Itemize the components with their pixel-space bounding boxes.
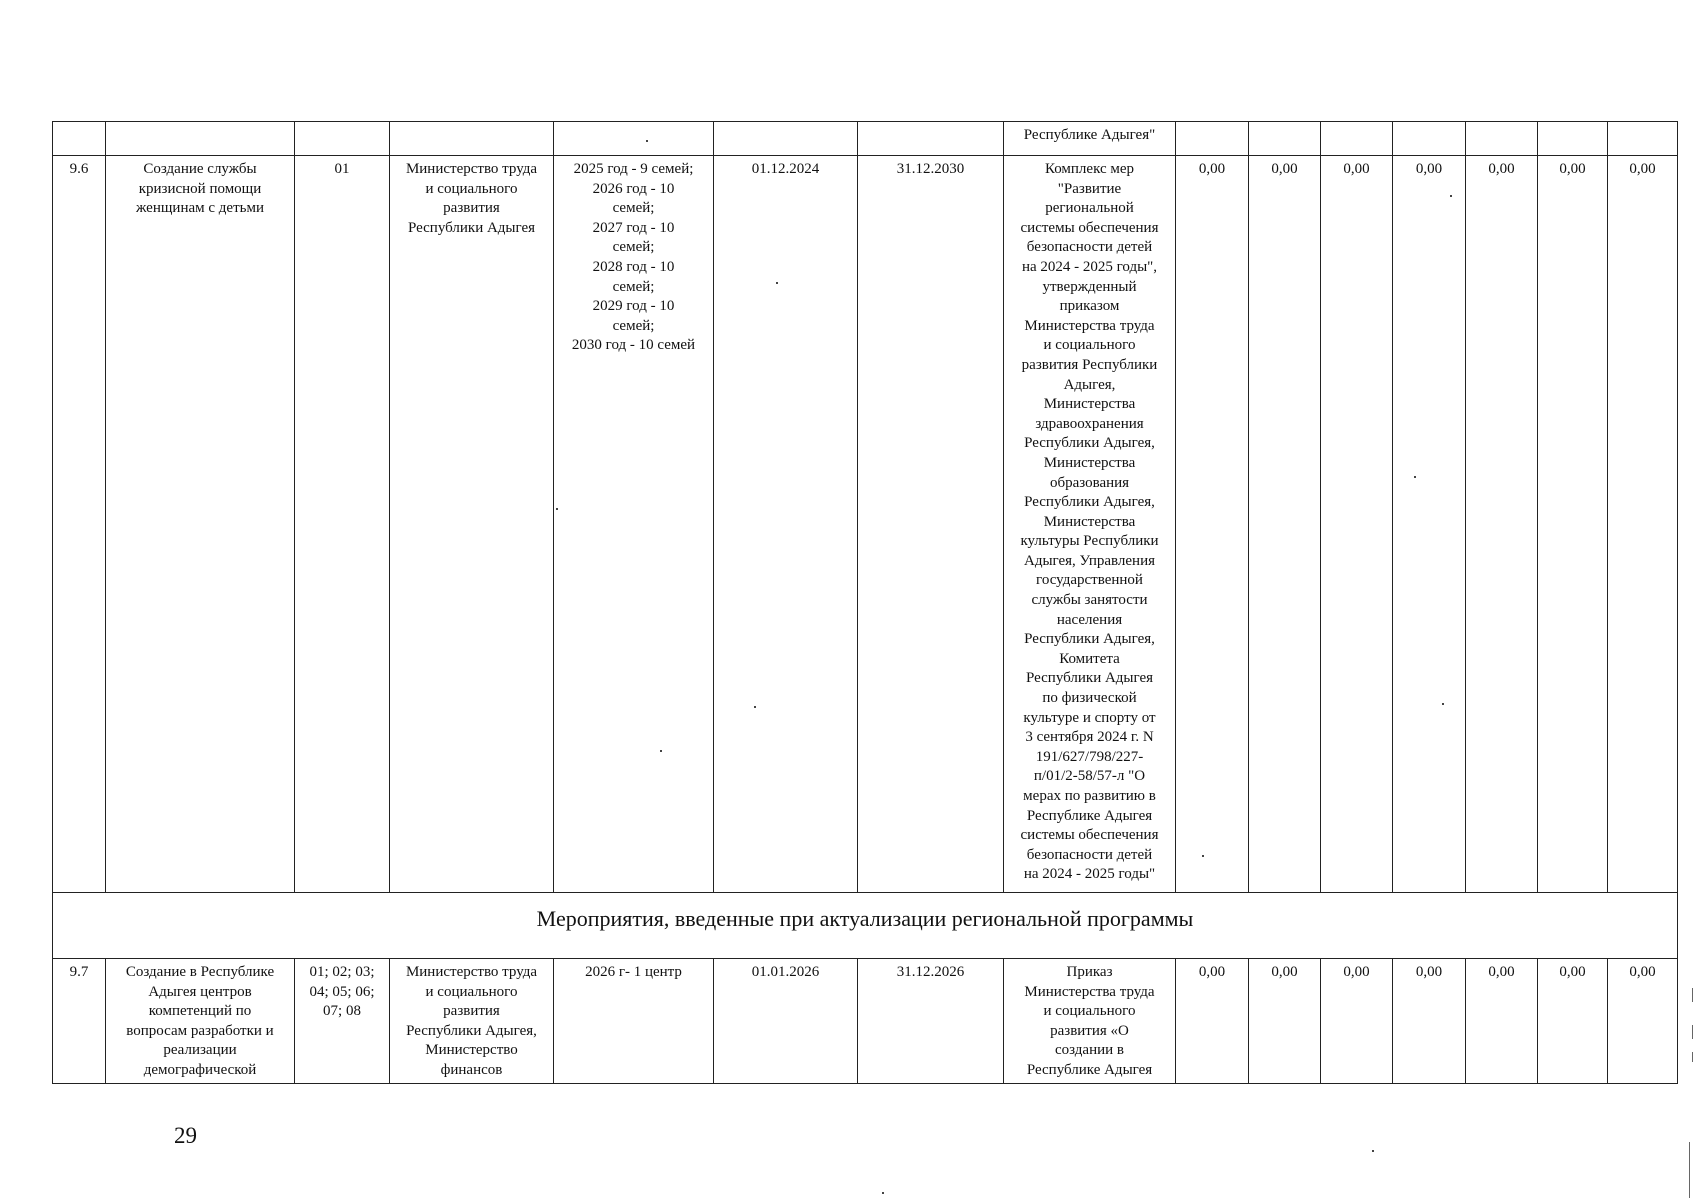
cell-end-date: 31.12.2026 xyxy=(858,959,1004,1084)
cell-value: 0,00 xyxy=(1466,156,1538,893)
cell-value: 0,00 xyxy=(1393,959,1466,1084)
cell-measure-name xyxy=(106,156,295,893)
cell-empty xyxy=(53,122,106,156)
cell-value: 0,00 xyxy=(1176,959,1249,1084)
cell-measure-name xyxy=(106,959,295,1084)
text-line: Комплекс мер xyxy=(1044,161,1135,177)
text-line: реализации xyxy=(163,1042,237,1059)
text-line: кризисной помощи xyxy=(138,180,262,197)
scan-speck xyxy=(1442,703,1444,705)
text-line: развития Республики xyxy=(1021,356,1158,373)
cell-empty xyxy=(1466,122,1538,156)
cell-value: 0,00 xyxy=(1249,156,1321,893)
cell-empty xyxy=(1176,122,1249,156)
cell-code xyxy=(295,959,390,1084)
cell-empty xyxy=(714,122,858,156)
cell-empty xyxy=(390,122,554,156)
text-line: культуре и спорту от xyxy=(1023,709,1156,726)
scan-speck xyxy=(646,140,648,142)
cell-value: 0,00 xyxy=(1538,156,1608,893)
scan-edge-mark xyxy=(1692,1025,1693,1039)
text-line: Адыгея центров xyxy=(148,983,252,1000)
cell-value: 0,00 xyxy=(1538,959,1608,1084)
cell-executor xyxy=(390,959,554,1084)
text-line: Министерство xyxy=(425,1042,518,1059)
scan-speck xyxy=(882,1192,884,1194)
cell-indicator xyxy=(554,156,714,893)
scan-speck xyxy=(754,706,756,708)
text-line: "Развитие xyxy=(1057,180,1122,197)
text-line: развития xyxy=(443,1003,500,1020)
text-line: 2028 год - 10 xyxy=(592,258,675,275)
text-line: 2026 год - 10 xyxy=(592,180,675,197)
text-line: Республики Адыгея, xyxy=(1024,494,1155,511)
text-line: здравоохранения xyxy=(1035,415,1144,432)
text-line: образования xyxy=(1049,474,1130,491)
cell-start-date: 01.01.2026 xyxy=(714,959,858,1084)
text-line: по физической xyxy=(1042,690,1137,707)
cell-document xyxy=(1004,156,1176,893)
text-line: 3 сентября 2024 г. N xyxy=(1025,729,1154,746)
text-line: семей; xyxy=(612,278,655,295)
text-line: службы занятости xyxy=(1031,592,1148,609)
text-line: 2030 год - 10 семей xyxy=(571,337,696,354)
text-line: Министерства труда xyxy=(1024,317,1155,334)
text-line: системы обеспечения xyxy=(1020,219,1159,236)
text-line: региональной xyxy=(1045,200,1134,217)
text-line: создании в xyxy=(1054,1042,1125,1059)
text-line: Адыгея, xyxy=(1063,376,1116,393)
text-line: Создание службы xyxy=(143,161,257,177)
scan-speck xyxy=(1450,195,1452,197)
cell-empty xyxy=(106,122,295,156)
scan-speck xyxy=(1372,1150,1374,1152)
cell-empty xyxy=(1249,122,1321,156)
text-line: на 2024 - 2025 годы", xyxy=(1021,258,1158,275)
text-line: 2026 г- 1 центр xyxy=(585,964,682,980)
cell-document-continued xyxy=(1004,122,1176,156)
cell-empty xyxy=(858,122,1004,156)
cell-number: 9.7 xyxy=(53,959,106,1084)
text-line: и социального xyxy=(1043,1003,1136,1020)
text-line: системы обеспечения xyxy=(1020,827,1159,844)
cell-empty xyxy=(295,122,390,156)
scan-edge-mark xyxy=(1689,1142,1690,1198)
text-line: компетенций по xyxy=(148,1003,252,1020)
cell-number: 9.6 xyxy=(53,156,106,893)
scan-edge-mark xyxy=(1692,988,1693,1002)
text-line: приказом xyxy=(1059,298,1120,315)
text-line: населения xyxy=(1056,611,1123,628)
text-line: п/01/2-58/57-л "О xyxy=(1033,768,1146,785)
text-line: Приказ xyxy=(1066,964,1113,980)
cell-executor xyxy=(390,156,554,893)
text-line: Республики Адыгея, xyxy=(406,1022,537,1039)
cell-value: 0,00 xyxy=(1608,959,1678,1084)
text-line: 191/627/798/227- xyxy=(1035,748,1144,765)
cell-value: 0,00 xyxy=(1393,156,1466,893)
text-line: вопросам разработки и xyxy=(126,1022,274,1039)
text-line: Республики Адыгея, xyxy=(1024,631,1155,648)
text-line: Республике Адыгея xyxy=(1026,807,1153,824)
cell-start-date: 01.12.2024 xyxy=(714,156,858,893)
text-line: на 2024 - 2025 годы" xyxy=(1023,866,1156,883)
cell-document xyxy=(1004,959,1176,1084)
cell-value: 0,00 xyxy=(1466,959,1538,1084)
text-line: 2029 год - 10 xyxy=(592,298,675,315)
cell-value: 0,00 xyxy=(1321,156,1393,893)
text-line: Министерства xyxy=(1043,396,1136,413)
cell-value: 0,00 xyxy=(1176,156,1249,893)
cell-value: 0,00 xyxy=(1321,959,1393,1084)
text-line: культуры Республики xyxy=(1020,533,1159,550)
text-line: 2027 год - 10 xyxy=(592,219,675,236)
text-line: и социального xyxy=(1043,337,1136,354)
cell-empty xyxy=(1538,122,1608,156)
text-line: семей; xyxy=(612,200,655,217)
text-line: 07; 08 xyxy=(323,1003,361,1020)
text-line: Министерство труда xyxy=(405,964,538,980)
table-row-9-7 xyxy=(53,959,1678,1084)
text-line: Министерство труда xyxy=(405,161,538,177)
text-line: и социального xyxy=(425,180,518,197)
text-line: Создание в Республике xyxy=(125,964,275,980)
text-line: Министерства xyxy=(1043,513,1136,530)
text-line: безопасности детей xyxy=(1026,239,1153,256)
text-line: семей; xyxy=(612,239,655,256)
text-line: женщинам с детьми xyxy=(136,200,264,217)
cell-empty xyxy=(1321,122,1393,156)
text-line: Комитета xyxy=(1059,650,1120,667)
scan-speck xyxy=(776,282,778,284)
measures-table xyxy=(52,121,1678,1084)
cell-empty xyxy=(1608,122,1678,156)
text-line: развития «О xyxy=(1050,1022,1129,1039)
cell-empty xyxy=(554,122,714,156)
text-line: 01; 02; 03; xyxy=(309,964,375,980)
text-line: утвержденный xyxy=(1042,278,1137,295)
scan-speck xyxy=(556,508,558,510)
scan-edge-mark xyxy=(1692,1052,1693,1062)
text-line: и социального xyxy=(425,983,518,1000)
text-line: семей; xyxy=(612,317,655,334)
text-line: Республики Адыгея xyxy=(1025,670,1154,687)
table-row-section xyxy=(53,893,1678,959)
text-line: 2025 год - 9 семей; xyxy=(573,161,694,177)
text-line: развития xyxy=(443,200,500,217)
text-line: Министерства xyxy=(1043,454,1136,471)
text-line: Республики Адыгея, xyxy=(1024,435,1155,452)
text-line: мерах по развитию в xyxy=(1023,788,1156,804)
text-line: Адыгея, Управления xyxy=(1023,552,1156,569)
table-row-continuation xyxy=(53,122,1678,156)
text-line: государственной xyxy=(1036,572,1143,589)
table-row-9-6 xyxy=(53,156,1678,893)
cell-value: 0,00 xyxy=(1249,959,1321,1084)
text-line: безопасности детей xyxy=(1026,846,1153,863)
text-line: 04; 05; 06; xyxy=(309,983,375,1000)
cell-end-date: 31.12.2030 xyxy=(858,156,1004,893)
cell-value: 0,00 xyxy=(1608,156,1678,893)
text-line: Республике Адыгея xyxy=(1026,1061,1153,1078)
scan-speck xyxy=(1414,476,1416,478)
cell-code: 01 xyxy=(295,156,390,893)
text-line: демографической xyxy=(143,1061,257,1078)
cell-empty xyxy=(1393,122,1466,156)
text-line: Министерства труда xyxy=(1024,983,1155,1000)
scan-speck xyxy=(1202,855,1204,857)
text-line: Республике Адыгея" xyxy=(1023,127,1156,143)
text-line: Республики Адыгея xyxy=(407,219,536,236)
page-number: 29 xyxy=(174,1123,197,1148)
text-line: финансов xyxy=(440,1061,503,1078)
scan-speck xyxy=(660,750,662,752)
cell-indicator xyxy=(554,959,714,1084)
section-title: Мероприятия, введенные при актуализации региональной программы xyxy=(53,893,1678,959)
